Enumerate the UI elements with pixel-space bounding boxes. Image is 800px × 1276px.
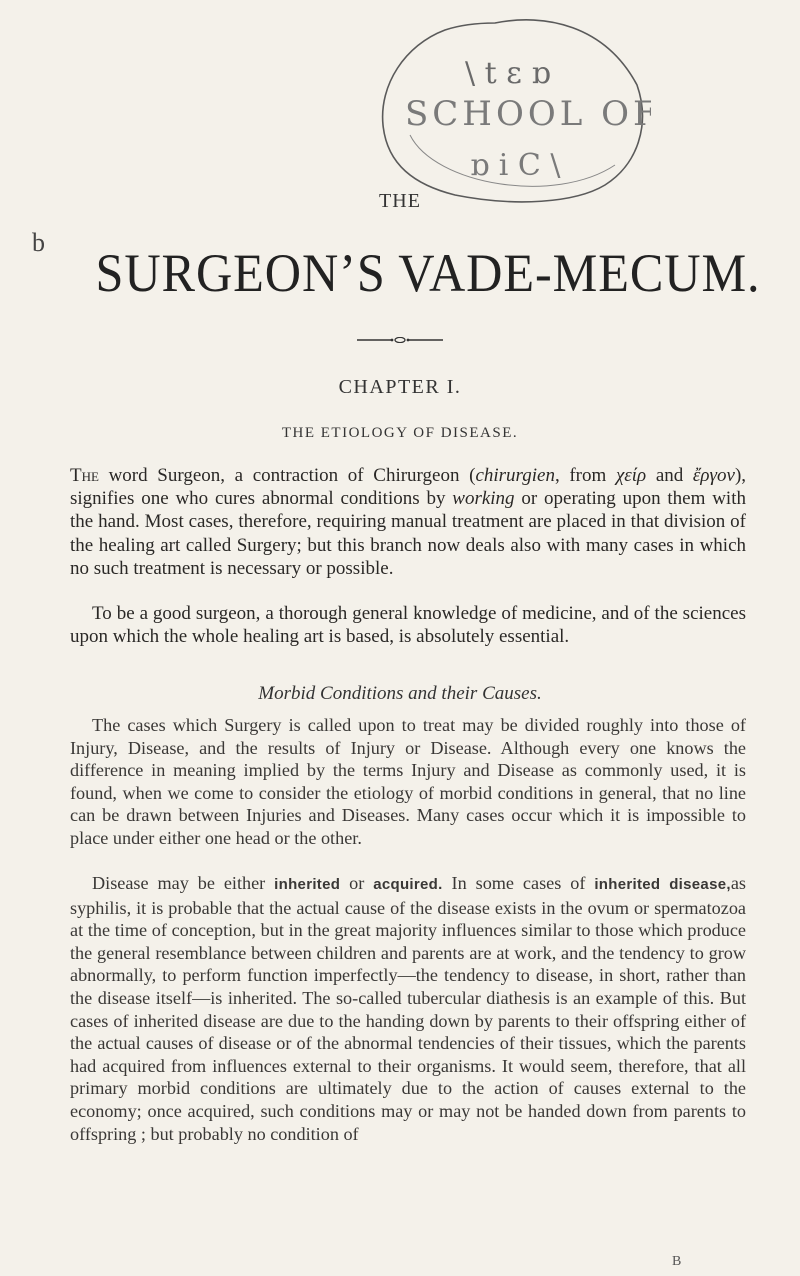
- para4-text: or: [340, 873, 374, 893]
- margin-mark: b: [32, 228, 45, 257]
- para1-text: and: [646, 465, 693, 486]
- chapter-heading: CHAPTER I.: [338, 376, 462, 398]
- paragraph-1: [70, 464, 746, 580]
- para4-text: as syphilis, it is probable that the actual cause of the disease exists in the ovum or spermatozoa at the time of conception, but in the great majority influences similar to those which produce the general resemblance between children and parents are at work, and the tendency to grow abnormally, to perform function imperfectly—the tendency to disease, in short, rather than the disease itself—is inherited. The so-called tubercular diathesis is an example of this. But cases of inherited disease are due to the handing down by parents to their offspring either of the actual causes of disease or of the abnormal tendencies of their tissues, which the parents had acquired from influences external to their organisms. It would seem, therefore, that all primary morbid conditions are ultimately due to the action of causes external to the economy; once acquired, such conditions may or may not be handed down from parents to offspring ; but probably no condition of: [70, 873, 746, 1144]
- para1-text: , from: [554, 465, 616, 486]
- para4-text: In some cases of: [442, 873, 595, 893]
- lead-word: The: [70, 465, 99, 486]
- bold-term: inherited disease,: [594, 876, 731, 893]
- para1-text: word Surgeon, a contraction of Chirurgeon (: [98, 465, 476, 486]
- svg-text:\ t ɛ ɒ: \ t ɛ ɒ: [465, 56, 551, 91]
- greek-word: ἔργον: [692, 465, 735, 486]
- para2-text: To be a good surgeon, a thorough general knowledge of medicine, and of the sciences upon which the whole healing art is based, is absolutely essential.: [70, 603, 746, 648]
- section-heading: Morbid Conditions and their Causes.: [258, 683, 542, 704]
- para1-text: or operating upon them with the hand. Most cases, therefore, requiring manual treatment are placed in that division of the healing art called Surgery; but this branch now deals also with many cases in which no such treatment is necessary or possible.: [70, 488, 746, 579]
- library-stamp-icon: [375, 15, 651, 205]
- svg-text:SCHOOL OF: SCHOOL OF: [405, 94, 651, 134]
- paragraph-3: [70, 714, 746, 850]
- chapter-subheading: THE ETIOLOGY OF DISEASE.: [281, 425, 519, 441]
- paragraph-4: [70, 872, 746, 1145]
- page-title: SURGEON’S VADE-MECUM.: [95, 243, 761, 303]
- para1-text: ), signifies one who cures abnormal conditions by: [70, 465, 747, 510]
- signature-mark: B: [672, 1254, 682, 1269]
- ornament-divider: [357, 337, 443, 343]
- bold-term: inherited: [274, 876, 341, 893]
- para1-italic: working: [452, 488, 515, 510]
- para3-text: The cases which Surgery is called upon to treat may be divided roughly into those of Injury, Disease, and the results of Injury or Disease. Although every one knows the difference in meaning implied by the terms Injury and Disease as commonly used, it is found, when we come to consider the etiology of morbid conditions in general, that no line can be drawn between Injuries and Diseases. Many cases occur which it is impossible to place under either one head or the other.: [70, 715, 746, 848]
- bold-term: acquired.: [373, 876, 443, 893]
- title-prefix: THE: [379, 190, 421, 212]
- greek-word: χείρ: [615, 465, 647, 486]
- para4-text: Disease may be either: [92, 873, 275, 893]
- svg-text:ɒ i C \: ɒ i C \: [470, 148, 561, 183]
- para1-italic: chirurgien: [475, 465, 555, 486]
- paragraph-2: [70, 602, 746, 648]
